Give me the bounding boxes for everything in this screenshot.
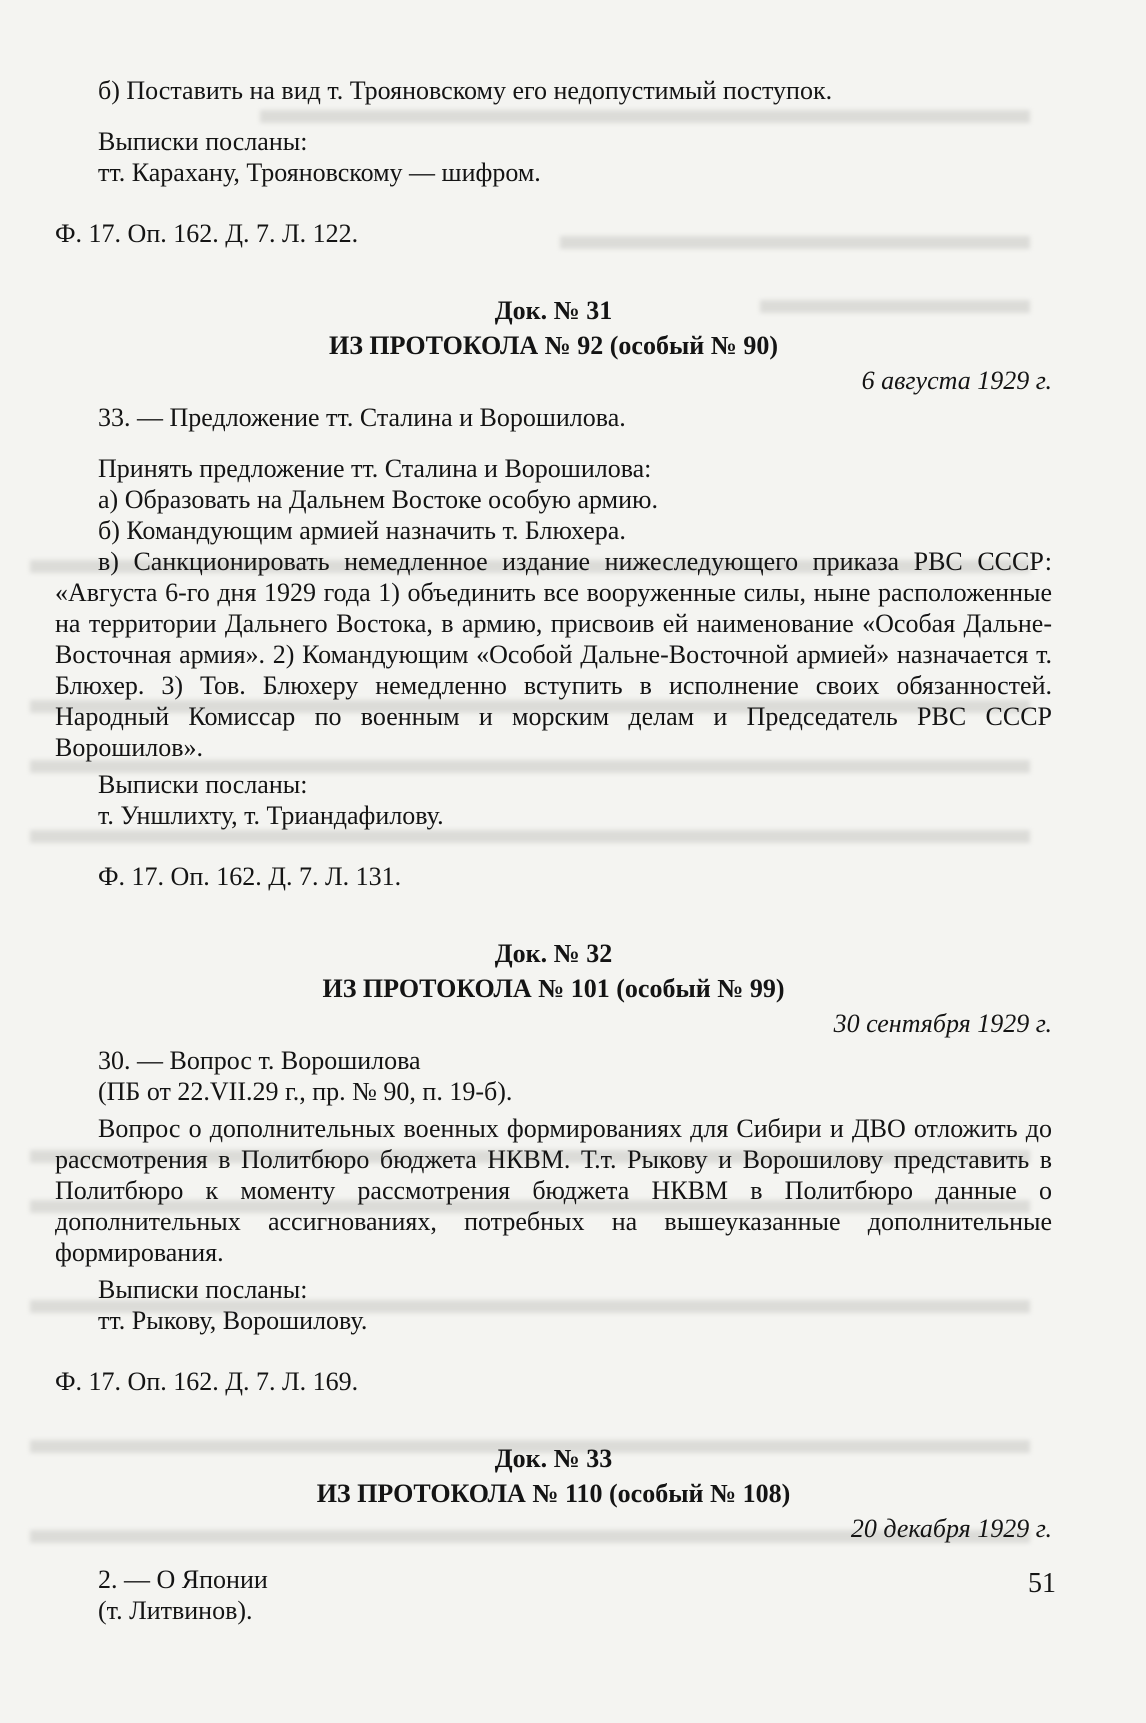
doc-number: Док. № 31: [494, 296, 613, 325]
decision-item-a: а) Образовать на Дальнем Востоке особую армию.: [98, 485, 658, 514]
document-31: [55, 295, 1052, 892]
agenda-item: 30. — Вопрос т. Ворошилова: [98, 1046, 421, 1075]
extracts-recipients: т. Уншлихту, т. Триандафилову.: [98, 801, 444, 830]
document-32: [55, 938, 1052, 1397]
doc-date: 20 декабря 1929 г.: [850, 1514, 1052, 1543]
decision-item-v: в) Санкционировать немедленное издание нижеследующего приказа РВС СССР: «Августа 6-го дня 1929 года 1) объединить все вооруженные силы, ныне расположенные на территории Дальнего Востока, в армию, присвоив ей наименование «Особая Дальне-Восточная армия». 2) Командующим «Особой Дальне-Восточной армией» назначается т. Блюхер. 3) Тов. Блюхеру немедленно вступить в исполнение своих обязанностей. Народный Комиссар по военным и морским делам и Председатель РВС СССР Ворошилов».: [55, 547, 1052, 762]
doc-number: Док. № 33: [494, 1444, 613, 1473]
doc-title: ИЗ ПРОТОКОЛА № 92 (особый № 90): [328, 331, 779, 360]
agenda-item-reference: (т. Литвинов).: [98, 1596, 253, 1625]
decision-paragraph: Вопрос о дополнительных военных формированиях для Сибири и ДВО отложить до рассмотрения в Политбюро бюджета НКВМ. Т.т. Рыкову и Ворошилову представить в Политбюро к моменту рассмотрения бюджета НКВМ в Политбюро данные о дополнительных ассигнованиях, потребных на вышеуказанные дополнительные формирования.: [55, 1114, 1052, 1267]
agenda-item: 33. — Предложение тт. Сталина и Ворошилова.: [98, 403, 626, 432]
extracts-label: Выписки посланы:: [98, 127, 308, 156]
extracts-recipients: тт. Рыкову, Ворошилову.: [98, 1306, 368, 1335]
archive-reference: Ф. 17. Оп. 162. Д. 7. Л. 169.: [55, 1367, 359, 1396]
agenda-item: 2. — О Японии: [98, 1565, 268, 1594]
doc-title: ИЗ ПРОТОКОЛА № 101 (особый № 99): [322, 974, 785, 1003]
decision-paragraph: Принять предложение тт. Сталина и Ворошилова:: [98, 454, 652, 483]
agenda-item-reference: (ПБ от 22.VII.29 г., пр. № 90, п. 19-б).: [98, 1077, 513, 1106]
document-33: [55, 1443, 1052, 1626]
decision-item-b: б) Командующим армией назначить т. Блюхера.: [98, 516, 626, 545]
extracts-label: Выписки посланы:: [98, 770, 308, 799]
item-b-text: б) Поставить на вид т. Трояновскому его недопустимый поступок.: [98, 76, 833, 105]
archive-reference: Ф. 17. Оп. 162. Д. 7. Л. 131.: [98, 862, 402, 891]
page-number: 51: [1028, 1568, 1056, 1599]
doc-number: Док. № 32: [494, 939, 613, 968]
doc-title: ИЗ ПРОТОКОЛА № 110 (особый № 108): [316, 1479, 791, 1508]
doc-date: 6 августа 1929 г.: [861, 366, 1052, 395]
page-text: [55, 75, 1052, 1626]
archive-reference: Ф. 17. Оп. 162. Д. 7. Л. 122.: [55, 219, 359, 248]
doc-date: 30 сентября 1929 г.: [833, 1009, 1052, 1038]
extracts-recipients: тт. Карахану, Трояновскому — шифром.: [98, 158, 541, 187]
extracts-label: Выписки посланы:: [98, 1275, 308, 1304]
